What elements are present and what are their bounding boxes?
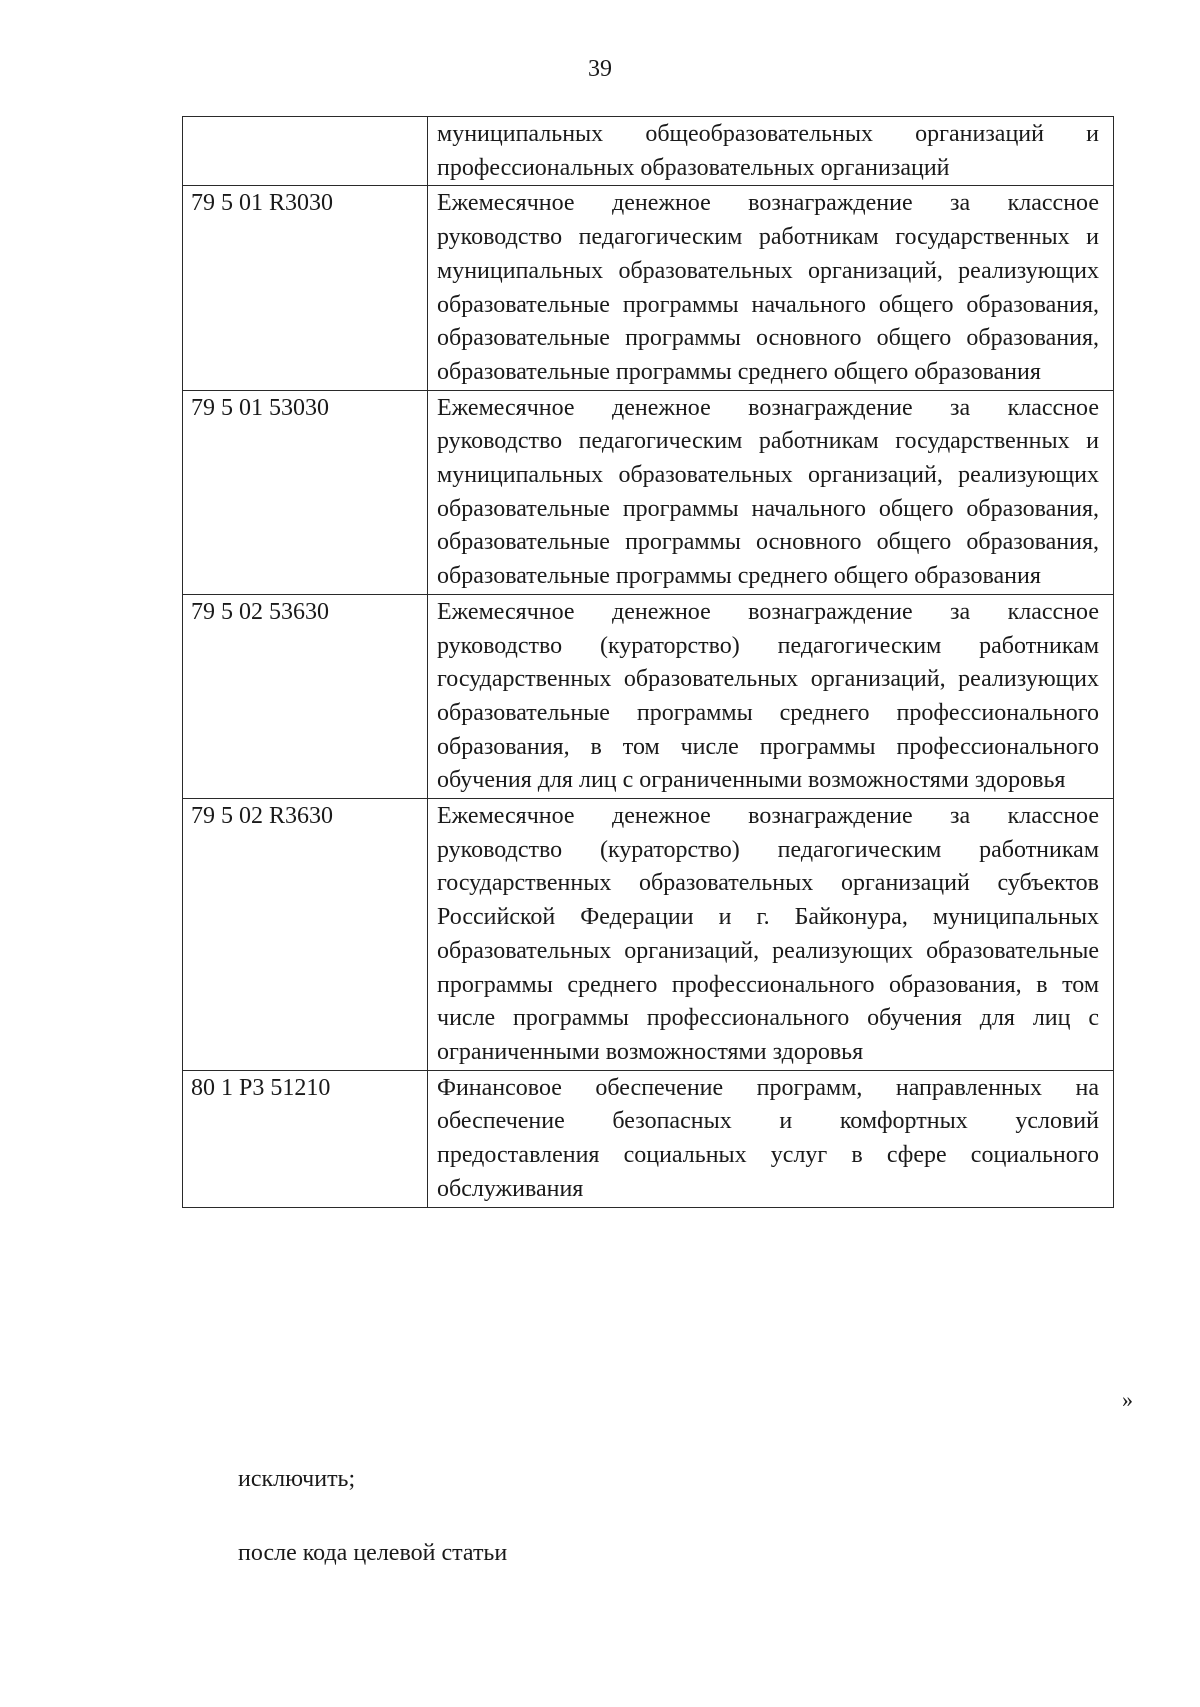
table-row — [183, 186, 1114, 390]
row-code: 80 1 P3 51210 — [183, 1070, 428, 1207]
row-description: Ежемесячное денежное вознаграждение за классное руководство (кураторство) педагогическим работникам государственных образовательных организаций субъектов Российской Федерации и г. Байконура, муниципальных образовательных организаций, реализующих образовательные программы среднего профессионального образования, в том числе программы профессионального обучения для лиц с ограниченными возможностями здоровья — [428, 799, 1114, 1071]
table-row — [183, 594, 1114, 798]
row-description: Финансовое обеспечение программ, направленных на обеспечение безопасных и комфортных условий предоставления социальных услуг в сфере социального обслуживания — [428, 1070, 1114, 1207]
row-description: Ежемесячное денежное вознаграждение за классное руководство педагогическим работникам государственных и муниципальных образовательных организаций, реализующих образовательные программы начального общего образования, образовательные программы основного общего образования, образовательные программы среднего общего образования — [428, 186, 1114, 390]
table-row — [183, 799, 1114, 1071]
target-articles-table — [182, 116, 1114, 1208]
closing-quote: » — [1122, 1387, 1133, 1412]
table-row — [183, 1070, 1114, 1207]
row-code: 79 5 02 53630 — [183, 594, 428, 798]
table-row — [183, 117, 1114, 186]
row-description: муниципальных общеобразовательных организаций и профессиональных образовательных организаций — [428, 117, 1114, 186]
row-description: Ежемесячное денежное вознаграждение за классное руководство (кураторство) педагогическим работникам государственных образовательных организаций, реализующих образовательные программы среднего профессионального образования, в том числе программы профессионального обучения для лиц с ограниченными возможностями здоровья — [428, 594, 1114, 798]
row-code: 79 5 01 R3030 — [183, 186, 428, 390]
row-code: 79 5 01 53030 — [183, 390, 428, 594]
row-code — [183, 117, 428, 186]
instruction-after-code: после кода целевой статьи — [238, 1540, 508, 1566]
row-description: Ежемесячное денежное вознаграждение за классное руководство педагогическим работникам государственных и муниципальных образовательных организаций, реализующих образовательные программы начального общего образования, образовательные программы основного общего образования, образовательные программы среднего общего образования — [428, 390, 1114, 594]
page-number: 39 — [588, 56, 612, 82]
table-row — [183, 390, 1114, 594]
instruction-exclude: исключить; — [238, 1466, 356, 1492]
row-code: 79 5 02 R3630 — [183, 799, 428, 1071]
